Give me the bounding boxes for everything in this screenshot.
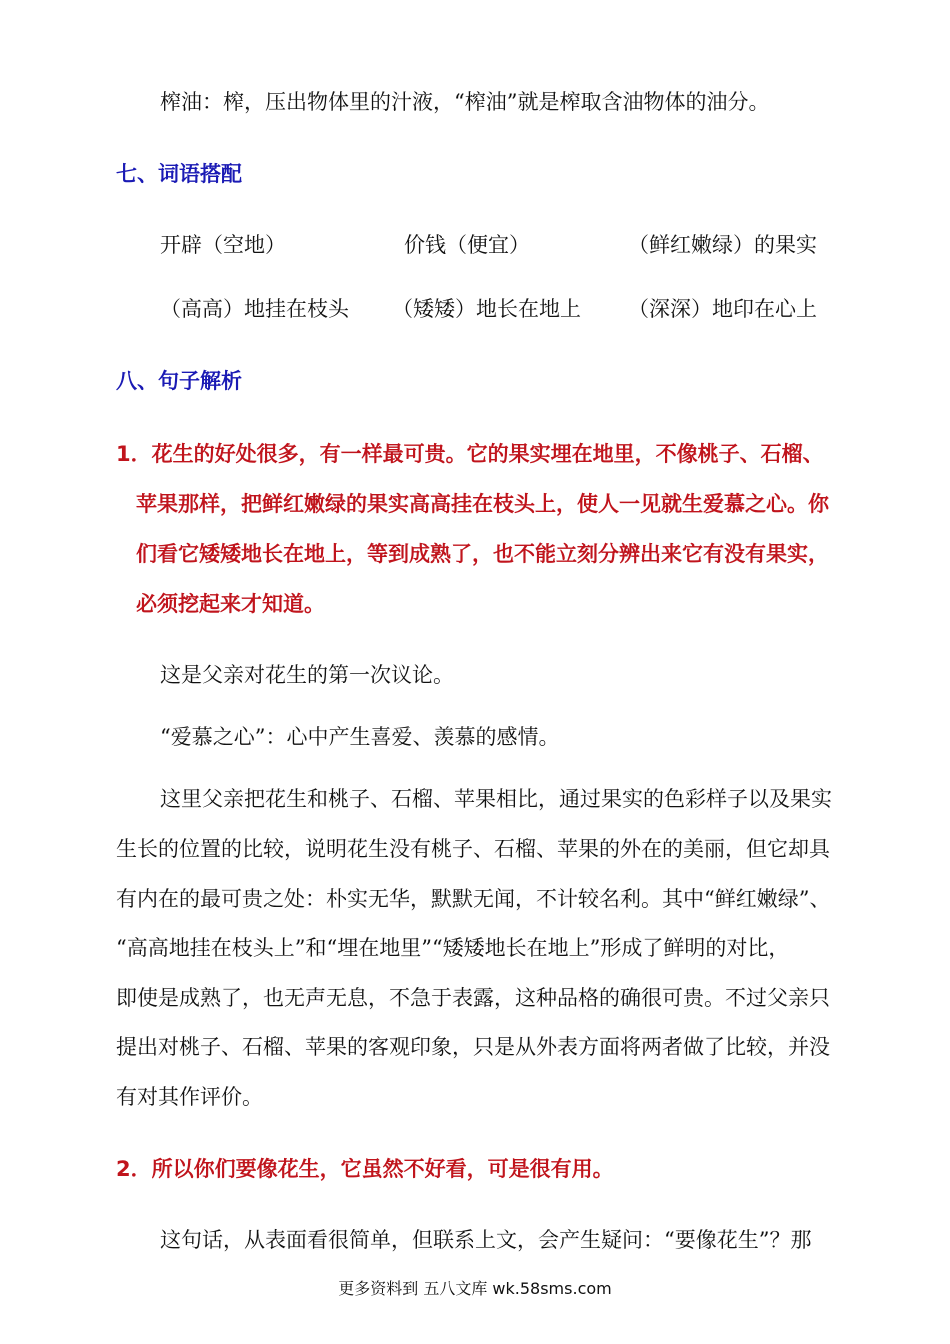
pair-r1-c3: （鲜红嫩绿）的果实 [628,233,817,257]
pair-r1-c1: 开辟（空地） [160,233,286,257]
sentence1-note1: 这是父亲对花生的第一次议论。 [160,663,454,687]
sentence1-line3: 们看它矮矮地长在地上，等到成熟了，也不能立刻分辨出来它有没有果实， [136,542,829,566]
sentence1-note2: “爱慕之心”：心中产生喜爱、羡慕的感情。 [160,725,560,749]
analysis-line2: 生长的位置的比较，说明花生没有桃子、石榴、苹果的外在的美丽，但它却具 [116,837,830,861]
sentence1-line2: 苹果那样，把鲜红嫩绿的果实高高挂在枝头上，使人一见就生爱慕之心。你 [136,492,829,516]
section7-heading: 七、词语搭配 [116,162,242,186]
analysis-line4: “高高地挂在枝头上”和“埋在地里”“矮矮地长在地上”形成了鲜明的对比， [116,936,790,960]
pair-r1-c2: 价钱（便宜） [404,233,530,257]
sentence1-line4: 必须挖起来才知道。 [136,592,325,616]
sentence1-line1: 1．花生的好处很多，有一样最可贵。它的果实埋在地里，不像桃子、石榴、 [116,442,824,466]
analysis-line3: 有内在的最可贵之处：朴实无华，默默无闻，不计较名利。其中“鲜红嫩绿”、 [116,887,831,911]
section8-heading: 八、句子解析 [116,369,242,393]
pair-r2-c3: （深深）地印在心上 [628,297,817,321]
analysis-line6: 提出对桃子、石榴、苹果的客观印象，只是从外表方面将两者做了比较，并没 [116,1035,830,1059]
pair-r2-c2: （矮矮）地长在地上 [392,297,581,321]
intro-definition: 榨油：榨，压出物体里的汁液，“榨油”就是榨取含油物体的油分。 [160,90,770,114]
analysis-line1: 这里父亲把花生和桃子、石榴、苹果相比，通过果实的色彩样子以及果实 [160,787,832,811]
analysis-line7: 有对其作评价。 [116,1085,263,1109]
sentence2-analysis-start: 这句话，从表面看很简单，但联系上文，会产生疑问：“要像花生”？那 [160,1228,812,1252]
footer-source: 更多资料到 五八文库 wk.58sms.com [338,1279,612,1298]
sentence2-line: 2．所以你们要像花生，它虽然不好看，可是很有用。 [116,1157,614,1181]
pair-r2-c1: （高高）地挂在枝头 [160,297,349,321]
analysis-line5: 即使是成熟了，也无声无息，不急于表露，这种品格的确很可贵。不过父亲只 [116,986,830,1010]
